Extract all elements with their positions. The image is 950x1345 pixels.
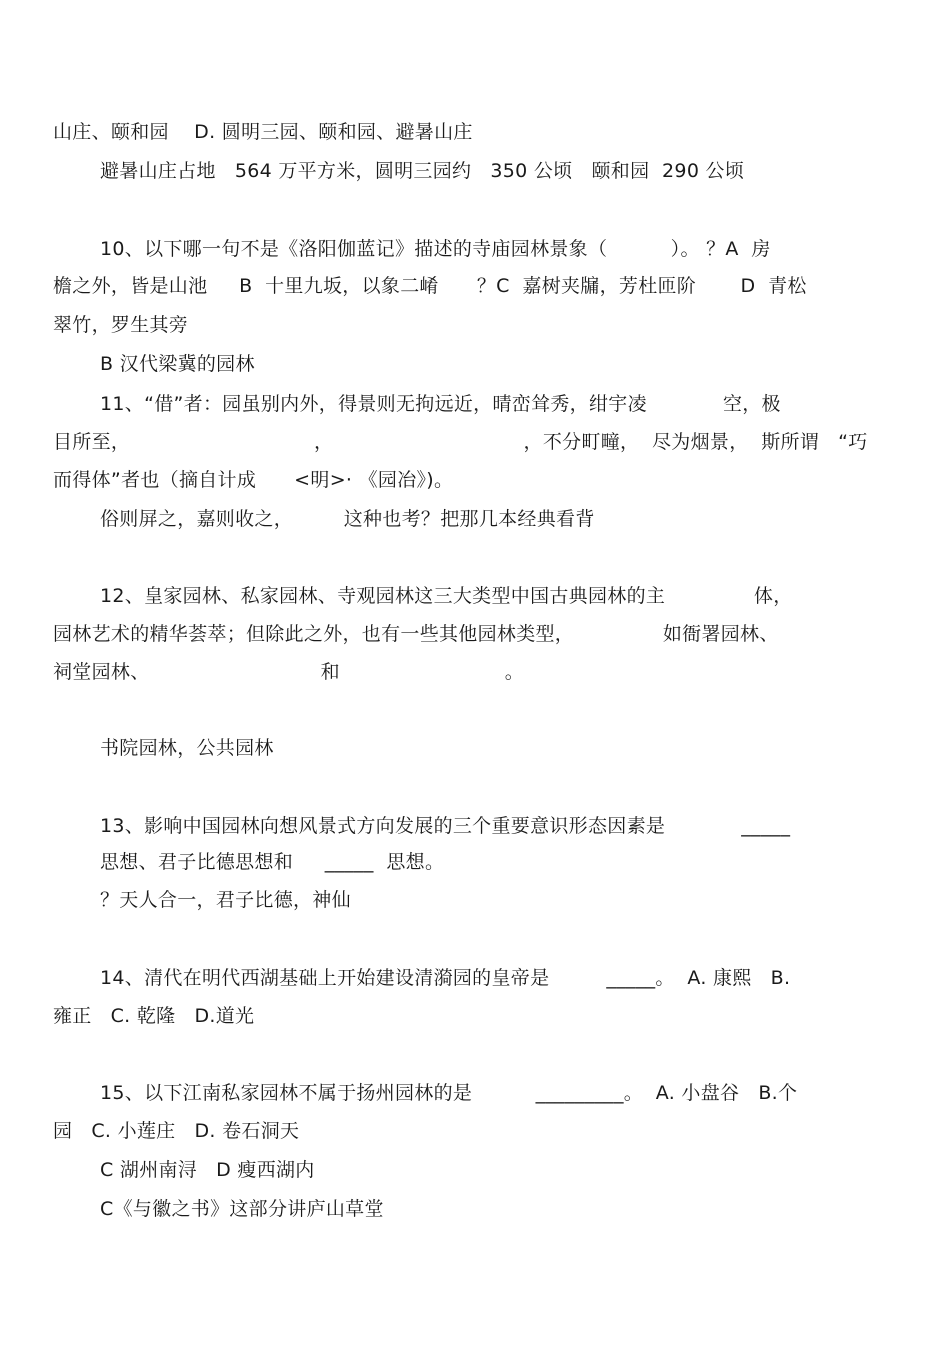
text-line-q9-answer: 避暑山庄占地 564 万平方米，圆明三园约 350 公顷 颐和园 290 公顷 (100, 160, 745, 182)
text-line-q13-answer: ？天人合一，君子比德，神仙 (100, 889, 351, 911)
text-line-q9-options: 山庄、颐和园 D. 圆明三园、颐和园、避暑山庄 (53, 121, 473, 143)
text-line-q15-options: 园 C. 小莲庄 D. 卷石洞天 (53, 1120, 300, 1142)
text-line-q10-options-cont: 翠竹，罗生其旁 (53, 314, 189, 336)
text-line-q15-question: 15、以下江南私家园林不属于扬州园林的是 _________。 A. 小盘谷 B.个 (100, 1082, 798, 1104)
text-line-q15-note: C《与徽之书》这部分讲庐山草堂 (100, 1198, 384, 1220)
text-line-q12-question: 12、皇家园林、私家园林、寺观园林这三大类型中国古典园林的主 体， (100, 585, 793, 607)
text-line-q15-answer: C 湖州南浔 D 瘦西湖内 (100, 1159, 315, 1181)
text-line-q13-question-cont: 思想、君子比德思想和 _____ 思想。 (100, 851, 445, 873)
text-line-q11-question-cont: 目所至， ， ，不分町疃， 尽为烟景， 斯所谓 “巧 (53, 431, 868, 453)
text-line-q12-answer: 书院园林，公共园林 (100, 737, 274, 759)
text-line-q12-question-cont: 园林艺术的精华荟萃；但除此之外，也有一些其他园林类型， 如衙署园林、 (53, 623, 779, 645)
text-line-q14-options: 雍正 C. 乾隆 D.道光 (53, 1005, 255, 1027)
text-line-q11-question: 11、“借”者：园虽别内外，得景则无拘远近，晴峦耸秀，绀宇凌 空，极 (100, 393, 781, 415)
text-line-q12-blanks: 祠堂园林、 和 。 (53, 661, 525, 683)
text-line-q13-question: 13、影响中国园林向想风景式方向发展的三个重要意识形态因素是 _____ (100, 815, 791, 837)
text-line-q10-answer: B 汉代梁冀的园林 (100, 353, 255, 375)
text-line-q14-question: 14、清代在明代西湖基础上开始建设清漪园的皇帝是 _____。 A. 康熙 B. (100, 967, 791, 989)
text-line-q10-question: 10、以下哪一句不是《洛阳伽蓝记》描述的寺庙园林景象（ ）。 ？A 房 (100, 238, 771, 260)
text-line-q11-answer: 俗则屏之，嘉则收之， 这种也考？把那几本经典看背 (100, 508, 595, 530)
text-line-q11-source: 而得体”者也（摘自计成 <明>· 《园冶》)。 (53, 469, 454, 491)
text-line-q10-options: 檐之外，皆是山池 B 十里九坂，以象二崤 ？C 嘉树夹牖，芳杜匝阶 D 青松 (53, 275, 807, 297)
